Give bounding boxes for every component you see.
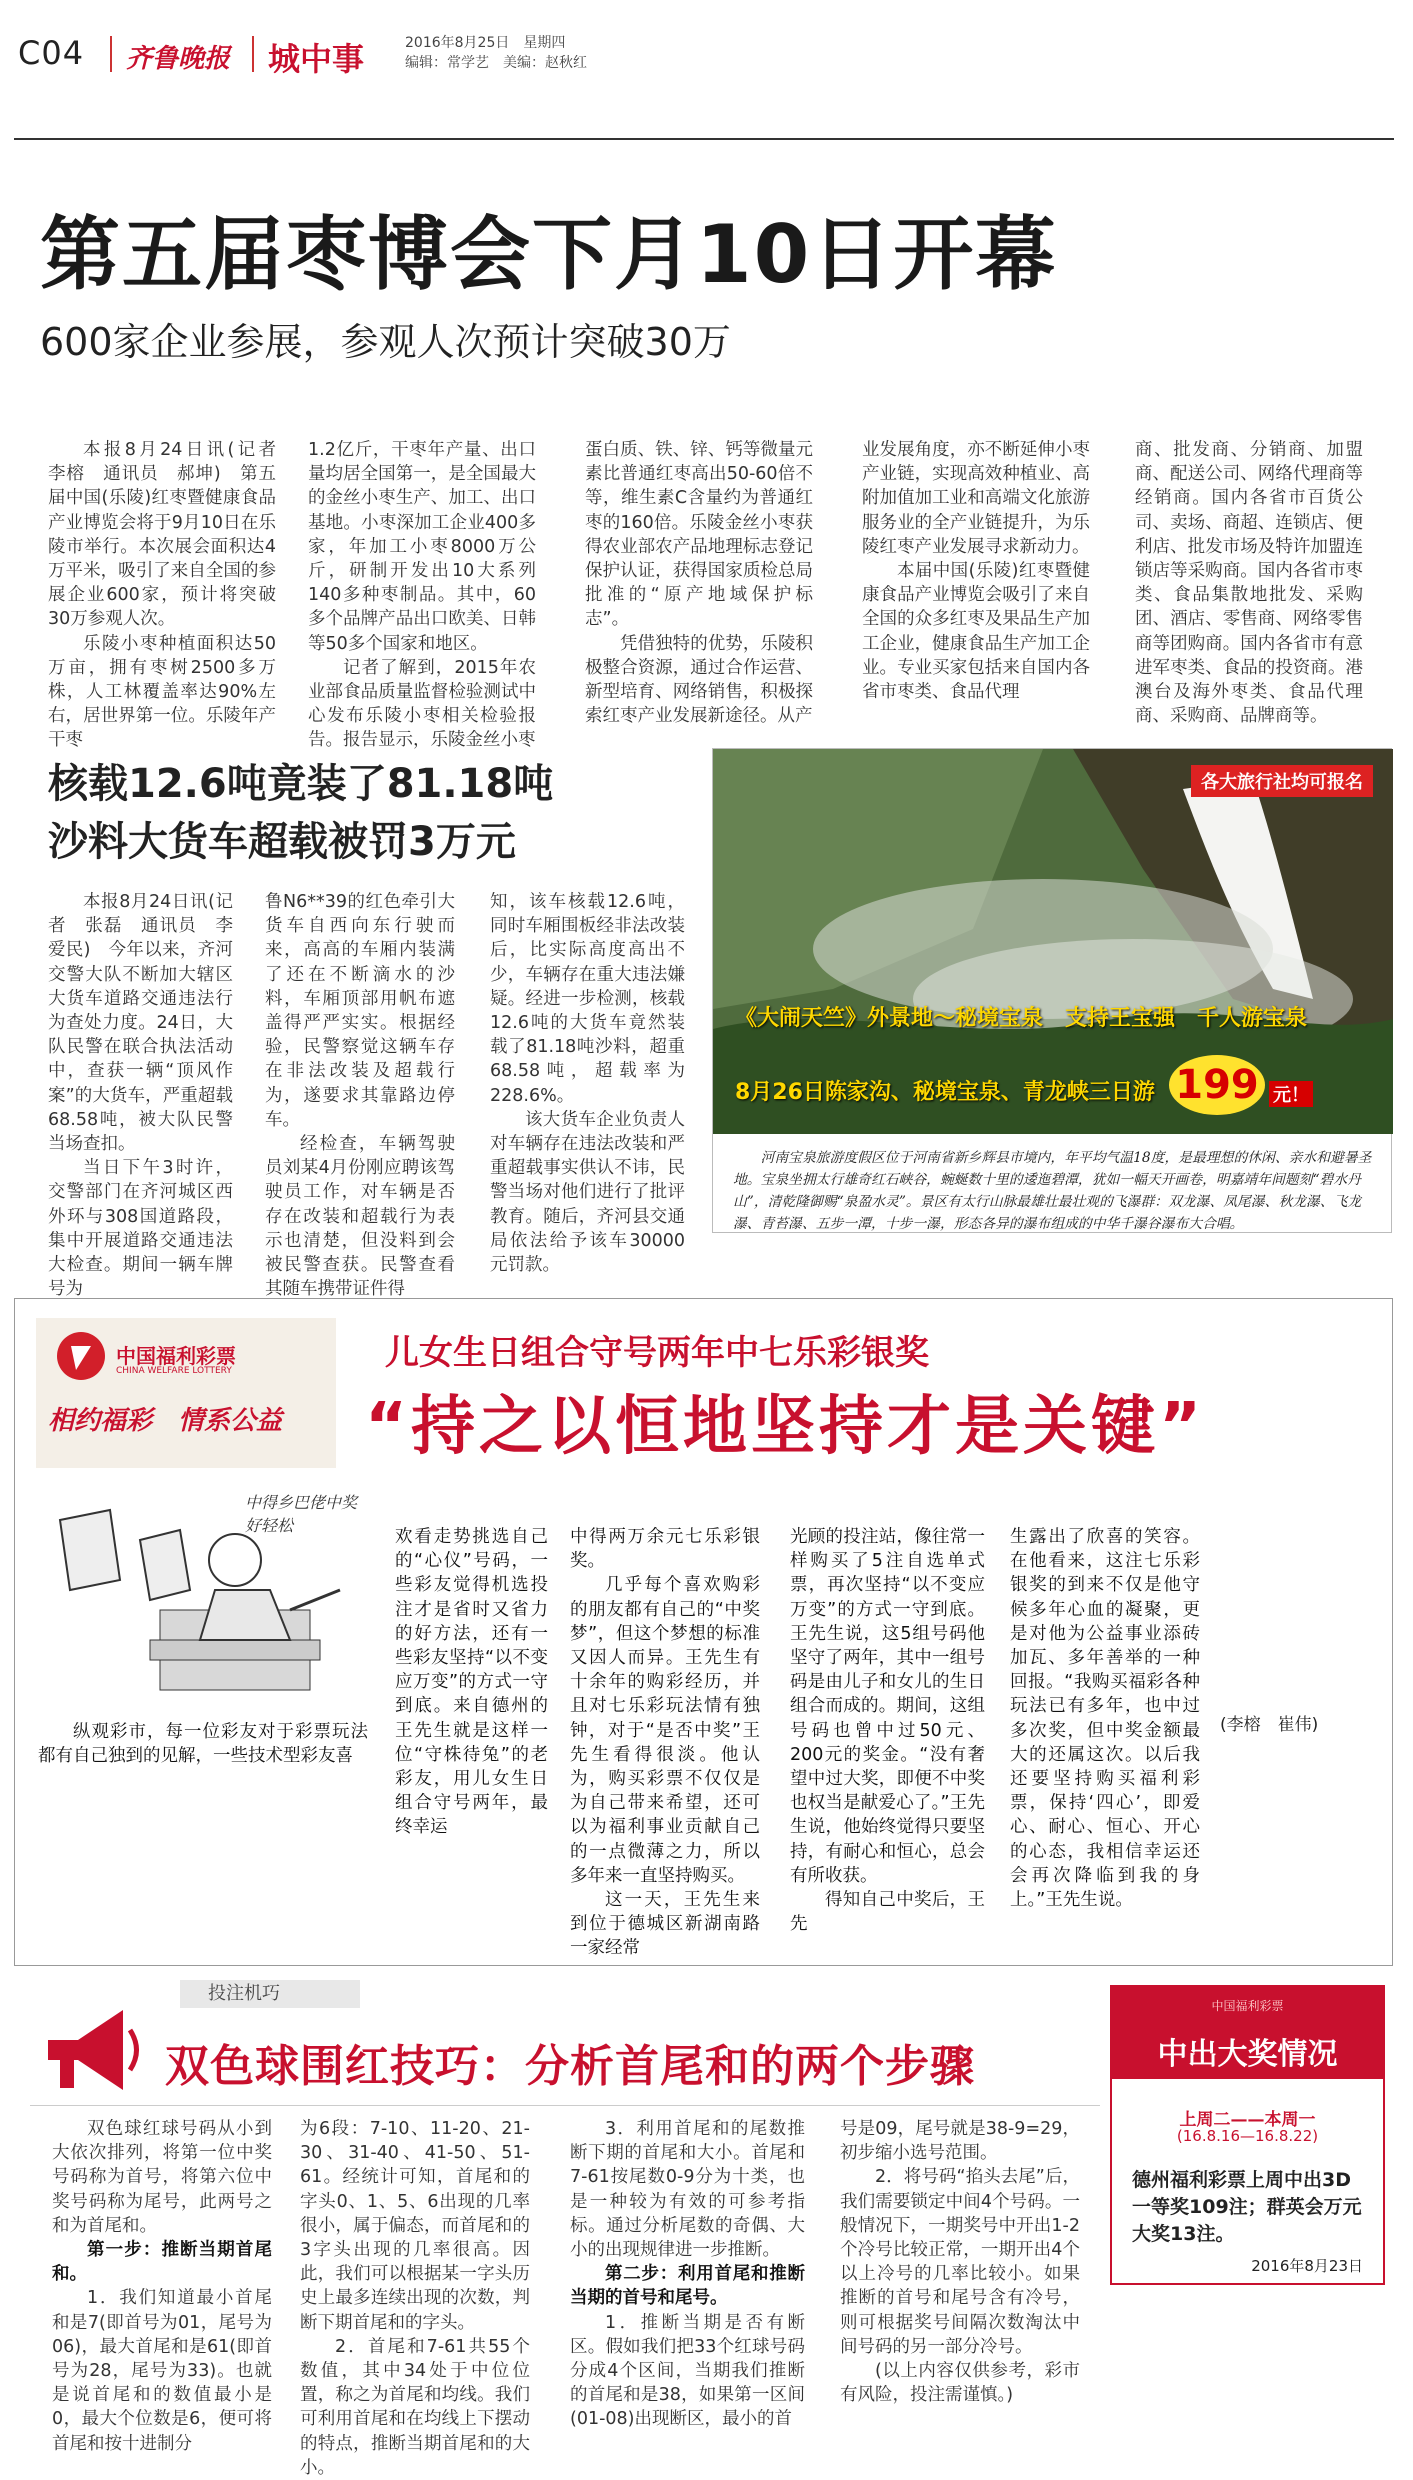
step-heading: 第二步：利用首尾和推断当期的首号和尾号。 xyxy=(570,2264,805,2309)
paragraph: 1.2亿斤，干枣年产量、出口量均居全国第一，是全国最大的金丝小枣生产、加工、出口基地。小枣深加工企业400多家，年加工小枣8000万公斤，研制开发出10大系列140多种枣制品。其中，60多个品牌产品出口欧美、日韩等50多个国家和地区。 xyxy=(308,440,536,654)
travel-advertisement[interactable] xyxy=(712,748,1392,1233)
issue-date: 2016年8月25日 星期四 xyxy=(405,35,566,51)
story-kicker: 儿女生日组合守号两年中七乐彩银奖 xyxy=(385,1333,929,1373)
paragraph: 乐陵小枣种植面积达50万亩，拥有枣树2500多万株，人工林覆盖率达90%左右，居世界第一位。乐陵年产干枣 xyxy=(48,633,276,751)
article-column xyxy=(1135,438,1363,727)
paragraph: 本报8月24日讯(记者 张磊 通讯员 李爱民) 今年以来，齐河交警大队不断加大辖区大货车道路交通违法行为查处力度。24日，大队民警在联合执法活动中，查获一辆“顶风作案”的大货车，严重超载68.58吨，被大队民警当场查扣。 xyxy=(48,892,233,1155)
article-headline: 沙料大货车超载被罚3万元 xyxy=(48,819,516,865)
page-number: C04 xyxy=(18,34,85,72)
divider xyxy=(30,2105,1100,2106)
logo-english-text: CHINA WELFARE LOTTERY xyxy=(116,1366,232,1376)
article-column xyxy=(585,438,813,727)
paragraph: 该大货车企业负责人对车辆存在违法改装和严重超载事实供认不讳，民警当场对他们进行了批评教育。随后，齐河县交通局依法给予该车30000元罚款。 xyxy=(490,1109,685,1276)
paragraph: 1．我们知道最小首尾和是7(即首号为01，尾号为06)，最大首尾和是61(即首号为28，尾号为33)。也就是说首尾和的数值最小是0，最大个位数是6，便可将首尾和按十进制分 xyxy=(52,2288,272,2454)
article-column xyxy=(300,2117,530,2478)
article-headline: 核载12.6吨竟装了81.18吨 xyxy=(48,761,554,807)
header-divider xyxy=(110,36,112,72)
welfare-lottery-logo xyxy=(36,1318,336,1468)
article-column xyxy=(395,1525,548,1838)
paragraph: 蛋白质、铁、锌、钙等微量元素比普通红枣高出50-60倍不等，维生素C含量约为普通红枣的160倍。乐陵金丝小枣获得农业部农产品地理标志登记保护认证，获得国家质检总局批准的“原产地域保护标志”。 xyxy=(585,440,813,630)
header-divider xyxy=(252,36,254,72)
newspaper-logo: 齐鲁晚报 xyxy=(126,44,231,74)
cartoon-caption: 中得乡巴佬中奖好轻松 xyxy=(245,1493,358,1535)
prize-range: 上周二——本周一 xyxy=(1179,2110,1316,2130)
prize-title: 中出大奖情况 xyxy=(1157,2037,1338,2072)
cartoon-illustration xyxy=(40,1490,360,1710)
editor-credits: 编辑：常学艺 美编：赵秋红 xyxy=(405,55,587,71)
paragraph: 欢看走势挑选自己的“心仪”号码，一些彩友觉得机选投注才是省时又省力的好方法，还有一些彩友坚持“以不变应万变”的方式一守到底。来自德州的王先生就是这样一位“守株待兔”的老彩友，用儿女生日组合守号两年，最终幸运 xyxy=(395,1527,548,1838)
column-tab: 投注机巧 xyxy=(180,1980,360,2008)
article-column xyxy=(570,2117,805,2430)
paragraph: 号是09，尾号就是38-9=29，初步缩小选号范围。 xyxy=(840,2119,1080,2164)
paragraph: 生露出了欣喜的笑容。在他看来，这注七乐彩银奖的到来不仅是他守候多年心血的凝聚，更是对他为公益事业添砖加瓦、多年善举的一种回报。“我购买福彩各种玩法已有多年，也中过多次奖，但中奖金额最大的还属这次。以后我还要坚持购买福利彩票，保持‘四心’，即爱心、耐心、恒心、开心的心态，我相信幸运还会再次降临到我的身上。”王先生说。 xyxy=(1010,1527,1200,1911)
article-column xyxy=(48,890,233,1300)
paragraph: 业发展角度，亦不断延伸小枣产业链，实现高效种植业、高附加值加工业和高端文化旅游服务业的全产业链提升，为乐陵红枣产业发展寻求新动力。 xyxy=(862,440,1090,557)
paragraph: 知，该车核载12.6吨，同时车厢围板经非法改装后，比实际高度高出不少，车辆存在重大违法嫌疑。经进一步检测，核载12.6吨的大货车竟然装载了81.18吨沙料，超重68.58吨，超载率为228.6%。 xyxy=(490,892,685,1106)
paragraph: 本届中国(乐陵)红枣暨健康食品产业博览会吸引了来自全国的众多红枣及果品生产加工企业，健康食品生产加工企业。专业买家包括来自国内各省市枣类、食品代理 xyxy=(862,561,1090,703)
ad-price: 199 xyxy=(1169,1055,1265,1115)
paragraph: 当日下午3时许，交警部门在齐河城区西外环与308国道路段，集中开展道路交通违法大检查。期间一辆车牌号为 xyxy=(48,1158,233,1300)
paragraph: 几乎每个喜欢购彩的朋友都有自己的“中奖梦”，但这个梦想的标准又因人而异。王先生有十余年的购彩经历，并且对七乐彩玩法情有独钟，对于“是否中奖”王先生看得很淡。他认为，购买彩票不仅仅是为自己带来希望，还可以为福利事业贡献自己的一点微薄之力，所以多年来一直坚持购买。 xyxy=(570,1575,760,1886)
paragraph: 中得两万余元七乐彩银奖。 xyxy=(570,1527,760,1572)
waterfall-photo xyxy=(713,749,1393,1134)
paragraph: 纵观彩市，每一位彩友对于彩票玩法都有自己独到的见解，一些技术型彩友喜 xyxy=(38,1722,368,1767)
prize-body: 德州福利彩票上周中出3D一等奖109注；群英会万元大奖13注。 xyxy=(1132,2169,1362,2245)
paragraph: 光顾的投注站，像往常一样购买了5注自选单式票，再次坚持“以不变应万变”的方式一守到底。王先生说，这5组号码他坚守了两年，其中一组号码是由儿子和女儿的生日组合而成的。期间，这组号码也曾中过50元、200元的奖金。“没有奢望中过大奖，即便不中奖也权当是献爱心了。”王先生说，他始终觉得只要坚持，有耐心和恒心，总会有所收获。 xyxy=(790,1527,985,1886)
prize-dates: (16.8.16—16.8.22) xyxy=(1176,2127,1319,2145)
disclaimer: (以上内容仅供参考，彩市有风险，投注需谨慎。) xyxy=(840,2361,1080,2406)
megaphone-icon xyxy=(38,1995,148,2105)
ad-slogan: 《大闹天竺》外景地～秘境宝泉 支持王宝强 千人游宝泉 xyxy=(735,1006,1308,1031)
paragraph: 经检查，车辆驾驶员刘某4月份刚应聘该驾驶员工作，对车辆是否存在改装和超载行为表示也清楚，但没料到会被民警查获。民警查看其随车携带证件得 xyxy=(265,1134,455,1300)
prize-logo-text: 中国福利彩票 xyxy=(1211,1999,1284,2013)
paragraph: 双色球红球号码从小到大依次排列，将第一位中奖号码称为首号，将第六位中奖号码称为尾号，此两号之和为首尾和。 xyxy=(52,2119,272,2236)
paragraph: 2．将号码“掐头去尾”后，我们需要锁定中间4个号码。一般情况下，一期奖号中开出1-2个冷号比较正常，一期开出4个以上冷号的几率比较小。如果推断的首号和尾号含有冷号，则可根据奖号间隔次数淘汰中间号码的另一部分冷号。 xyxy=(840,2167,1080,2357)
article-column xyxy=(48,438,294,751)
paragraph: 记者了解到，2015年农业部食品质量监督检验测试中心发布乐陵小枣相关检验报告。报告显示，乐陵金丝小枣 xyxy=(308,657,536,751)
article-column xyxy=(265,890,455,1300)
step-heading: 第一步：推断当期首尾和。 xyxy=(52,2240,272,2285)
article-column xyxy=(52,2117,272,2454)
ad-tour-offer: 8月26日陈家沟、秘境宝泉、青龙峡三日游 xyxy=(735,1080,1155,1105)
article-column xyxy=(38,1720,368,1820)
story-headline: “持之以恒地坚持才是关键” xyxy=(365,1390,1206,1464)
ad-tag: 各大旅行社均可报名 xyxy=(1191,765,1373,797)
article-column xyxy=(570,1525,760,1959)
ad-price-unit: 元！ xyxy=(1269,1081,1313,1107)
paragraph: 3．利用首尾和的尾数推断下期的首尾和大小。首尾和7-61按尾数0-9分为十类，也是一种较为有效的可参考指标。通过分析尾数的奇偶、大小的出现规律进一步推断。 xyxy=(570,2119,805,2261)
article-subheadline: 600家企业参展，参观人次预计突破30万 xyxy=(40,320,731,364)
tips-headline: 双色球围红技巧：分析首尾和的两个步骤 xyxy=(165,2041,975,2092)
paragraph: 鲁N6**39的红色牵引大货车自西向东行驶而来，高高的车厢内装满了还在不断滴水的沙料，车厢顶部用帆布遮盖得严严实实。根据经验，民警察觉这辆车存在非法改装及超载行为，遂要求其靠路边停车。 xyxy=(265,892,455,1130)
ad-description: 河南宝泉旅游度假区位于河南省新乡辉县市境内，年平均气温18度，是最理想的休闲、亲水和避暑圣地。宝泉坐拥太行雄奇红石峡谷，蜿蜒数十里的逶迤碧潭，犹如一幅天开画卷，明嘉靖年间题刻“碧水丹山”，清乾隆御赐“泉盈水灵”。景区有太行山脉最雄壮最壮观的飞瀑群：双龙瀑、凤尾瀑、秋龙瀑、飞龙瀑、青苔瀑、五步一潭，十步一瀑，形态各异的瀑布组成的中华千瀑谷瀑布大合唱。 xyxy=(733,1150,1372,1232)
section-title: 城中事 xyxy=(268,40,365,78)
article-column xyxy=(840,2117,1080,2406)
prize-issue-date: 2016年8月23日 xyxy=(1251,2257,1363,2275)
paragraph: 得知自己中奖后，王先 xyxy=(790,1890,985,1935)
header-rule xyxy=(14,138,1394,140)
article-column xyxy=(1010,1525,1200,1911)
logo-brand-text: 中国福利彩票 xyxy=(116,1344,236,1368)
logo-slogan: 相约福彩 情系公益 xyxy=(48,1406,283,1436)
paragraph: 2．首尾和7-61共55个数值，其中34处于中位位置，称之为首尾和均线。我们可利用首尾和在均线上下摆动的特点，推断当期首尾和的大小。 xyxy=(300,2336,530,2478)
paragraph: 凭借独特的优势，乐陵积极整合资源，通过合作运营、新型培育、网络销售，积极探索红枣产业发展新途径。从产 xyxy=(585,633,813,727)
paragraph: 商、批发商、分销商、加盟商、配送公司、网络代理商等经销商。国内各省市百货公司、卖场、商超、连锁店、便利店、批发市场及特许加盟连锁店等采购商。国内各省市枣类、食品集散地批发、采购团、酒店、零售商、网络零售商等团购商。国内各省市有意进军枣类、食品的投资商。港澳台及海外枣类、食品代理商、采购商、品牌商等。 xyxy=(1135,440,1363,727)
article-column xyxy=(862,438,1090,713)
byline: (李榕 崔伟) xyxy=(1220,1715,1319,1735)
prize-info-box xyxy=(1110,1985,1385,2285)
article-column xyxy=(308,438,536,751)
paragraph: 1．推断当期是否有断区。假如我们把33个红球号码分成4个区间，当期我们推断的首尾和是38，如果第一区间(01-08)出现断区，最小的首 xyxy=(570,2312,805,2430)
paragraph: 本报8月24日讯(记者 李榕 通讯员 郝坤) 第五届中国(乐陵)红枣暨健康食品产业博览会将于9月10日在乐陵市举行。本次展会面积达4万平米，吸引了来自全国的参展企业600家，预计将突破30万参观人次。 xyxy=(48,440,294,630)
article-column xyxy=(790,1525,985,1935)
paragraph: 这一天，王先生来到位于德城区新湖南路一家经常 xyxy=(570,1890,760,1959)
paragraph: 为6段：7-10、11-20、21-30、31-40、41-50、51-61。经统计可知，首尾和的字头0、1、5、6出现的几率很小，属于偏态，而首尾和的3字头出现的几率很高。因此，我们可以根据某一字头历史上最多连续出现的次数，判断下期首尾和的字头。 xyxy=(300,2119,530,2333)
article-headline: 第五届枣博会下月10日开幕 xyxy=(40,208,1058,301)
article-column xyxy=(490,890,685,1276)
